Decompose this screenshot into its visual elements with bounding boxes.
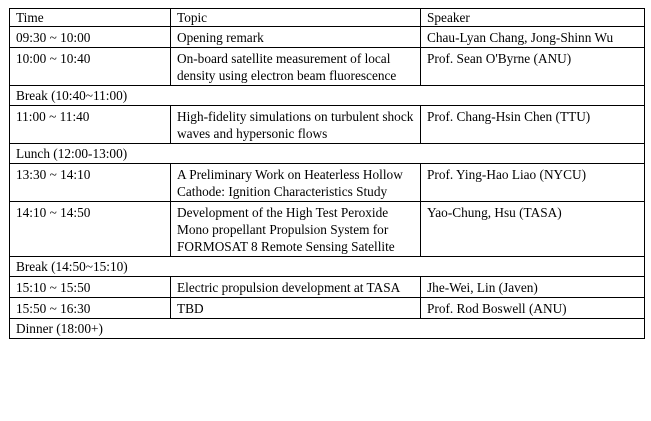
schedule-table <box>9 8 645 339</box>
break-cell: Break (14:50~15:10) <box>10 257 645 277</box>
table-row <box>10 48 645 86</box>
table-row <box>10 27 645 48</box>
speaker-cell: Prof. Ying-Hao Liao (NYCU) <box>421 164 645 202</box>
speaker-cell: Prof. Rod Boswell (ANU) <box>421 298 645 319</box>
speaker-cell: Prof. Chang-Hsin Chen (TTU) <box>421 106 645 144</box>
time-cell: 11:00 ~ 11:40 <box>10 106 171 144</box>
break-row <box>10 257 645 277</box>
time-cell: 14:10 ~ 14:50 <box>10 202 171 257</box>
speaker-cell: Chau-Lyan Chang, Jong-Shinn Wu <box>421 27 645 48</box>
speaker-cell: Prof. Sean O'Byrne (ANU) <box>421 48 645 86</box>
table-row <box>10 106 645 144</box>
break-row <box>10 86 645 106</box>
table-row <box>10 202 645 257</box>
topic-cell: Opening remark <box>171 27 421 48</box>
topic-cell: A Preliminary Work on Heaterless Hollow Cathode: Ignition Characteristics Study <box>171 164 421 202</box>
header-row <box>10 9 645 27</box>
header-topic: Topic <box>171 9 421 27</box>
dinner-row <box>10 319 645 339</box>
time-cell: 10:00 ~ 10:40 <box>10 48 171 86</box>
topic-cell: On-board satellite measurement of local density using electron beam fluorescence <box>171 48 421 86</box>
topic-cell: TBD <box>171 298 421 319</box>
header-speaker: Speaker <box>421 9 645 27</box>
lunch-row <box>10 144 645 164</box>
topic-cell: Development of the High Test Peroxide Mono propellant Propulsion System for FORMOSAT 8 Remote Sensing Satellite <box>171 202 421 257</box>
time-cell: 15:50 ~ 16:30 <box>10 298 171 319</box>
break-cell: Break (10:40~11:00) <box>10 86 645 106</box>
table-row <box>10 298 645 319</box>
time-cell: 09:30 ~ 10:00 <box>10 27 171 48</box>
time-cell: 13:30 ~ 14:10 <box>10 164 171 202</box>
speaker-cell: Jhe-Wei, Lin (Javen) <box>421 277 645 298</box>
lunch-cell: Lunch (12:00-13:00) <box>10 144 645 164</box>
header-time: Time <box>10 9 171 27</box>
topic-cell: Electric propulsion development at TASA <box>171 277 421 298</box>
topic-cell: High-fidelity simulations on turbulent shock waves and hypersonic flows <box>171 106 421 144</box>
speaker-cell: Yao-Chung, Hsu (TASA) <box>421 202 645 257</box>
dinner-cell: Dinner (18:00+) <box>10 319 645 339</box>
time-cell: 15:10 ~ 15:50 <box>10 277 171 298</box>
table-row <box>10 277 645 298</box>
table-row <box>10 164 645 202</box>
